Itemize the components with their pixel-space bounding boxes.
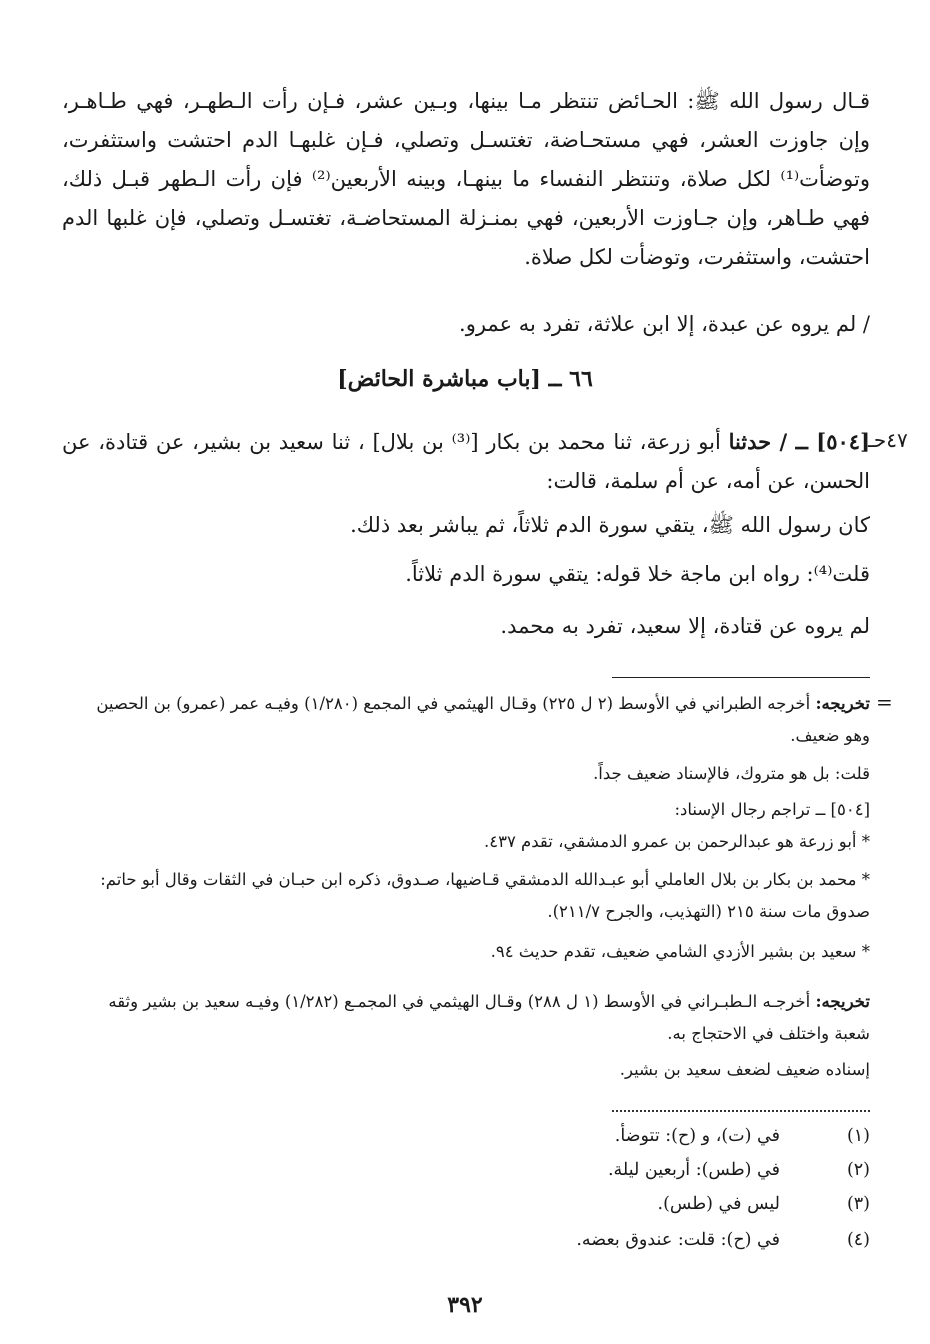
riwaya-note-2: لم يروه عن قتادة، إلا سعيد، تفرد به محمد.: [500, 614, 870, 638]
footnote-number: (٢): [846, 1160, 870, 1180]
footnote: [440, 1126, 870, 1156]
continuation-mark: =: [876, 690, 893, 714]
tarajim-item: * محمد بن بكار بن بلال العاملي أبو عبـدالله الدمشقي قـاضيها، صـدوق، ذكره ابن حبـان في الثقات وقال أبو حاتم: صدوق مات سنة ٢١٥ (التهذيب، والجرح ٢١١/٧).: [100, 870, 870, 921]
footnote-text: في (ح): قلت: عندوق بعضه.: [576, 1230, 780, 1250]
footnote-separator: [612, 677, 870, 678]
footnote-number: (١): [846, 1126, 870, 1146]
hadith-paragraph-1: قـال رسول الله ﷺ: الحـائض تنتظر مـا بينها، وبـين عشر، فـإن رأت الـطهـر، فهي طـاهـر، وإن جاوزت العشر، فهي مستحـاضة، تغتسـل وتصلي، فـإن غلبهـا الدم احتشت واستثفرت، وتوضأت⁽¹⁾ لكل صلاة، وتنتظر النفساء ما بينهـا، وبينه الأربعين⁽²⁾ فإن رأت الـطهر قبـل ذلك، فهي طـاهر، وإن جـاوزت الأربعين، فهي بمنـزلة المستحاضـة، تغتسـل وتصلي، فإن غلبها الدم احتشت، واستثفرت، وتوضأت لكل صلاة.: [62, 89, 870, 269]
takhrij-label: تخريجه:: [815, 694, 870, 713]
takhrij-text: أخرجه الطبراني في الأوسط (٢ ل ٢٢٥) وقـال الهيثمي في المجمع (١/٢٨٠) وفيـه عمر (عمرو) بن الحصين وهو ضعيف.: [96, 694, 870, 745]
footnote: [440, 1194, 870, 1224]
footnote-number: (٤): [846, 1230, 870, 1250]
takhrij-label: تخريجه:: [815, 992, 870, 1011]
footnote-text: في (ت)، و (ح): تتوضأ.: [614, 1126, 780, 1146]
hadith-matn: كان رسول الله ﷺ، يتقي سورة الدم ثلاثاً، ثم يباشر بعد ذلك.: [350, 513, 870, 537]
hadith-504-paragraph: [62, 422, 870, 501]
tarajim-header: [٥٠٤] ــ تراجم رجال الإسناد:: [674, 800, 870, 819]
tarajim-item: * أبو زرعة هو عبدالرحمن بن عمرو الدمشقي، تقدم ٤٣٧.: [483, 832, 870, 851]
takhrij-block-2: [70, 986, 870, 1050]
riwaya-note-1: / لم يروه عن عبدة، إلا ابن علاثة، تفرد به عمرو.: [459, 312, 870, 336]
hadith-isnad: أبو زرعة، ثنا محمد بن بكار [⁽³⁾ بن بلال] ، ثنا سعيد بن بشير، عن قتادة، عن الحسن، عن أمه، عن أم سلمة، قالت:: [62, 430, 870, 493]
footnote: [440, 1230, 870, 1260]
footnote-number: (٣): [846, 1194, 870, 1214]
footnote: [440, 1160, 870, 1190]
chapter-heading: ٦٦ ــ [باب مباشرة الحائض]: [337, 366, 593, 392]
takhrij-text: أخرجـه الـطبـراني في الأوسط (١ ل ٢٨٨) وقـال الهيثمي في المجمـع (١/٢٨٢) وفيـه سعيد بن بشير وثقه شعبة واختلف في الاحتجاج به.: [108, 992, 870, 1043]
tarajim-item: * سعيد بن بشير الأزدي الشامي ضعيف، تقدم حديث ٩٤.: [490, 942, 870, 961]
hadith-number: [٥٠٤] ــ / حدثنا: [728, 429, 870, 454]
qultu-note: قلت⁽⁴⁾: رواه ابن ماجة خلا قوله: يتقي سورة الدم ثلاثاً.: [405, 562, 870, 586]
margin-reference: ٤٧حـ: [868, 428, 908, 452]
takhrij-block-1: [70, 688, 870, 752]
footnote-text: في (طس): أربعين ليلة.: [607, 1160, 780, 1180]
takhrij-qultu: قلت: بل هو متروك، فالإسناد ضعيف جداً.: [593, 764, 870, 783]
page-number: ٣٩٢: [447, 1292, 483, 1318]
footnote-text: ليس في (طس).: [657, 1194, 780, 1214]
isnad-grade: إسناده ضعيف لضعف سعيد بن بشير.: [619, 1060, 870, 1079]
notes-separator: [612, 1110, 870, 1112]
